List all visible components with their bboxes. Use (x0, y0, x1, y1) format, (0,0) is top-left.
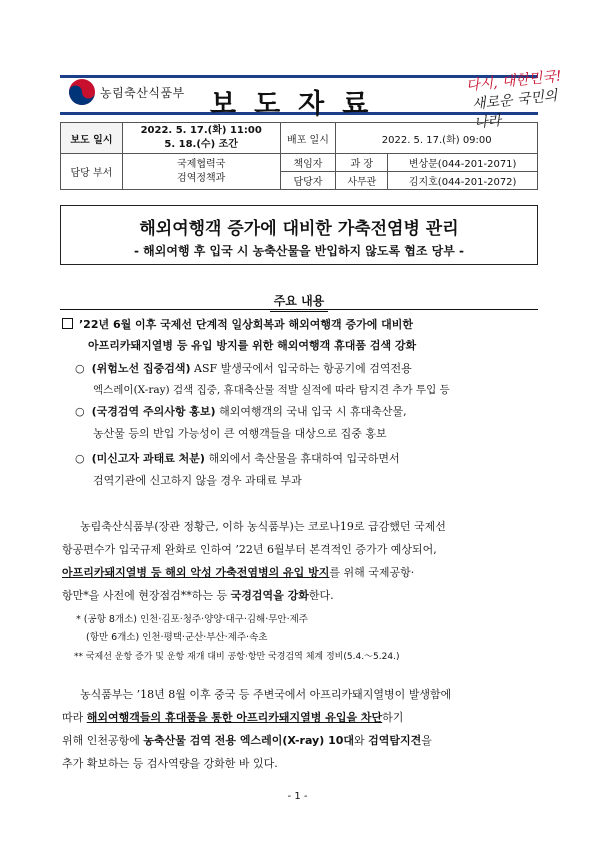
slogan-line-1: 다시, 대한민국! (465, 68, 563, 95)
summary-item-2: ○ (국경검역 주의사항 홍보) 해외여행객의 국내 입국 시 휴대축산물, (75, 405, 407, 418)
body-p2-line-3-mid: 와 (354, 734, 369, 747)
footnote-inspection: ** 국제선 운항 증가 및 운항 재개 대비 공항·항만 국경검역 체계 정비(5.4.～5.24.) (74, 652, 400, 662)
department-label: 담당 부서 (61, 154, 123, 190)
summary-item-1-text-2: 엑스레이(X-ray) 검색 집중, 휴대축산물 적발 실적에 따라 탐지견 추가 투입 등 (93, 384, 450, 396)
body-p1-line-4 (62, 589, 334, 603)
headline-subtitle: - 해외여행 후 입국 시 농축산물을 반입하지 않도록 협조 당부 - (134, 244, 464, 258)
contact-label: 담당자 (280, 172, 336, 190)
department-value-2: 검역정책과 (177, 172, 226, 184)
page-number: - 1 - (287, 791, 308, 802)
release-time-value (122, 123, 280, 154)
footnote-ports: (항만 6개소) 인천·평택·군산·부산·제주·속초 (86, 632, 268, 643)
body-p1-line-3-rest: 를 위해 국제공항· (329, 566, 415, 579)
body-p2-line-2-a: 따라 (62, 711, 87, 724)
body-p2-line-3-a: 위해 인천공항에 (62, 734, 144, 747)
summary-main-line-1 (62, 318, 413, 332)
summary-main-line-2: 아프리카돼지열병 등 유입 방지를 위한 해외여행객 휴대품 검색 강화 (88, 339, 417, 352)
summary-divider (60, 309, 538, 310)
department-value-1: 국제협력국 (177, 158, 226, 170)
release-info-table (60, 122, 538, 190)
body-p2-line-1: 농식품부는 ’18년 8월 이후 중국 등 주변국에서 아프리카돼지열병이 발생함에 (80, 688, 452, 701)
summary-item-3-label: (미신고자 과태료 처분) (91, 452, 205, 465)
body-p1-line-2: 항공편수가 입국규제 완화로 인하여 ’22년 6월부터 본격적인 증가가 예상되어, (62, 543, 437, 556)
body-p2-line-2-end: 하기 (382, 711, 404, 724)
body-p2-line-3-bold-2: 검역탐지견 (368, 734, 422, 747)
summary-item-1-label: (위험노선 집중검색) (91, 362, 191, 375)
ministry-name: 농림축산식품부 (100, 86, 185, 100)
body-p2-line-2-bold: 해외여행객들의 휴대품을 통한 아프리카돼지열병 유입을 차단 (86, 711, 383, 724)
department-value (122, 154, 280, 190)
body-p1-line-4-bold: 국경검역을 강화 (230, 589, 309, 602)
body-p1-line-3 (62, 566, 414, 580)
body-p1-line-1: 농림축산식품부(장관 정황근, 이하 농식품부)는 코로나19로 급감했던 국제선 (80, 520, 446, 533)
checkbox-square-icon (62, 318, 73, 329)
summary-item-3-text-2: 검역기관에 신고하지 않을 경우 과태료 부과 (93, 474, 302, 487)
summary-item-2-label: (국경검역 주의사항 홍보) (91, 405, 216, 418)
body-p1-line-4-a: 항만*을 사전에 현장점검**하는 등 (62, 589, 231, 602)
body-p2-line-3-bold-1: 농축산물 검역 전용 엑스레이(X-ray) 10대 (143, 734, 355, 747)
summary-item-3-text-1: 해외에서 축산물을 휴대하여 입국하면서 (204, 452, 400, 465)
body-p2-line-3 (62, 734, 432, 748)
release-time-value-1: 2022. 5. 17.(화) 11:00 (140, 125, 262, 136)
summary-item-2-text-1: 해외여행객의 국내 입국 시 휴대축산물, (215, 405, 407, 418)
summary-title: 주요 내용 (270, 292, 329, 312)
responsible-label: 책임자 (280, 154, 336, 172)
release-time-label: 보도 일시 (61, 123, 123, 154)
headline-title: 해외여행객 증가에 대비한 가축전염병 관리 (139, 219, 459, 239)
press-release-title: 보도자료 (210, 89, 387, 120)
responsible-name: 변상문(044-201-2071) (388, 154, 538, 172)
contact-role: 사무관 (336, 172, 388, 190)
body-p1-line-4-end: 한다. (308, 589, 334, 602)
headline-box (60, 205, 538, 265)
slogan-line-2: 새로운 국민의 나라 (471, 87, 559, 132)
summary-item-1-text-1: ASF 발생국에서 입국하는 항공기에 검역전용 (190, 362, 412, 375)
contact-name: 김지호(044-201-2072) (388, 172, 538, 190)
body-p2-line-2 (62, 711, 403, 725)
body-p2-line-4: 추가 확보하는 등 검사역량을 강화한 바 있다. (62, 757, 278, 770)
footnote-airports: * (공항 8개소) 인천·김포·청주·양양·대구·김해·무안·제주 (76, 614, 308, 625)
summary-item-2-text-2: 농산물 등의 반입 가능성이 큰 여행객들을 대상으로 집중 홍보 (93, 427, 387, 440)
summary-item-1: ○ (위험노선 집중검색) ASF 발생국에서 입국하는 항공기에 검역전용 (75, 362, 412, 375)
release-time-value-2: 5. 18.(수) 조간 (164, 139, 238, 150)
distribution-time-value: 2022. 5. 17.(화) 09:00 (336, 123, 538, 154)
distribution-time-label: 배포 일시 (280, 123, 336, 154)
body-p1-line-3-bold: 아프리카돼지열병 등 해외 악성 가축전염병의 유입 방지 (62, 566, 330, 579)
body-p2-line-3-end: 을 (421, 734, 432, 747)
responsible-role: 과 장 (336, 154, 388, 172)
summary-main-text-1: ’22년 6월 이후 국제선 단계적 일상회복과 해외여행객 증가에 대비한 (79, 318, 414, 331)
summary-item-3: ○ (미신고자 과태료 처분) 해외에서 축산물을 휴대하여 입국하면서 (75, 452, 400, 465)
